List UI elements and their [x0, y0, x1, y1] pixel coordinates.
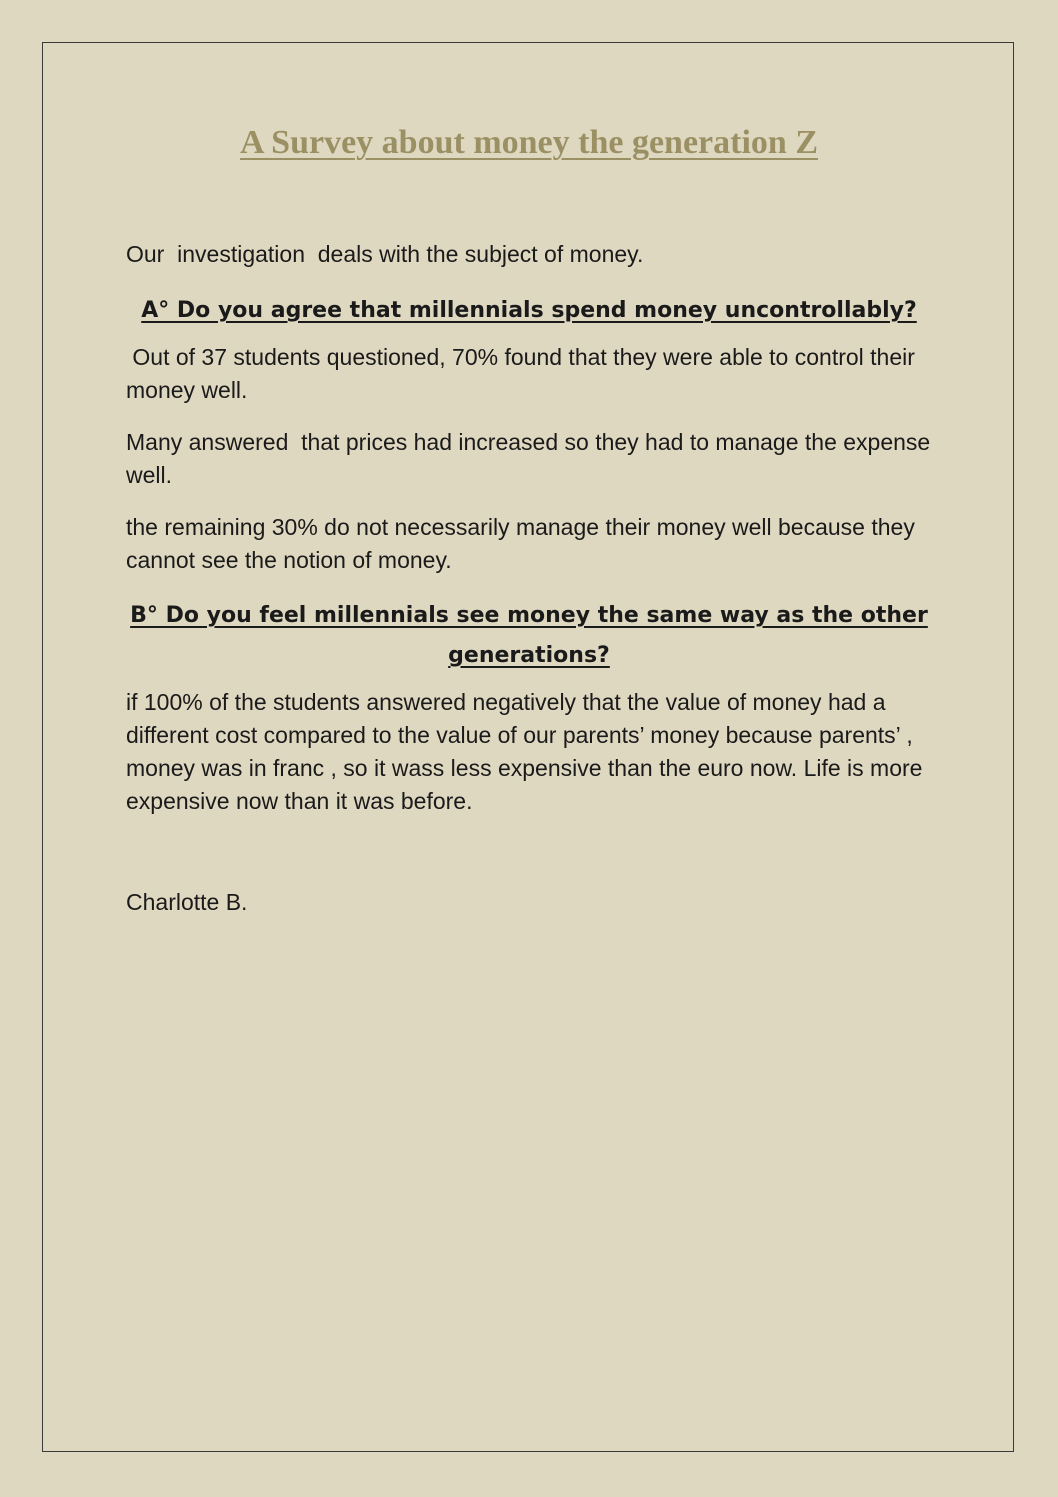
document-title: A Survey about money the generation Z: [240, 124, 818, 161]
section-b-heading: B° Do you feel millennials see money the same way as the other generations?: [130, 603, 928, 668]
section-b-paragraph-1: if 100% of the students answered negatively that the value of money had a different cost compared to the value of our parents’ money because parents’ , money was in franc , so it wass less expensive than the euro now. Life is more expensive now than it was before.: [126, 689, 923, 814]
section-a-paragraph-1: Out of 37 students questioned, 70% found that they were able to control their money well.: [126, 344, 922, 403]
author-signature: Charlotte B.: [126, 889, 248, 915]
document-body: [126, 238, 937, 919]
section-a-heading: A° Do you agree that millennials spend money uncontrollably?: [141, 298, 917, 323]
intro-paragraph: Our investigation deals with the subject of money.: [126, 241, 644, 267]
section-a-paragraph-3: the remaining 30% do not necessarily manage their money well because they cannot see the notion of money.: [126, 514, 915, 573]
section-a-paragraph-2: Many answered that prices had increased so they had to manage the expense well.: [126, 429, 937, 488]
